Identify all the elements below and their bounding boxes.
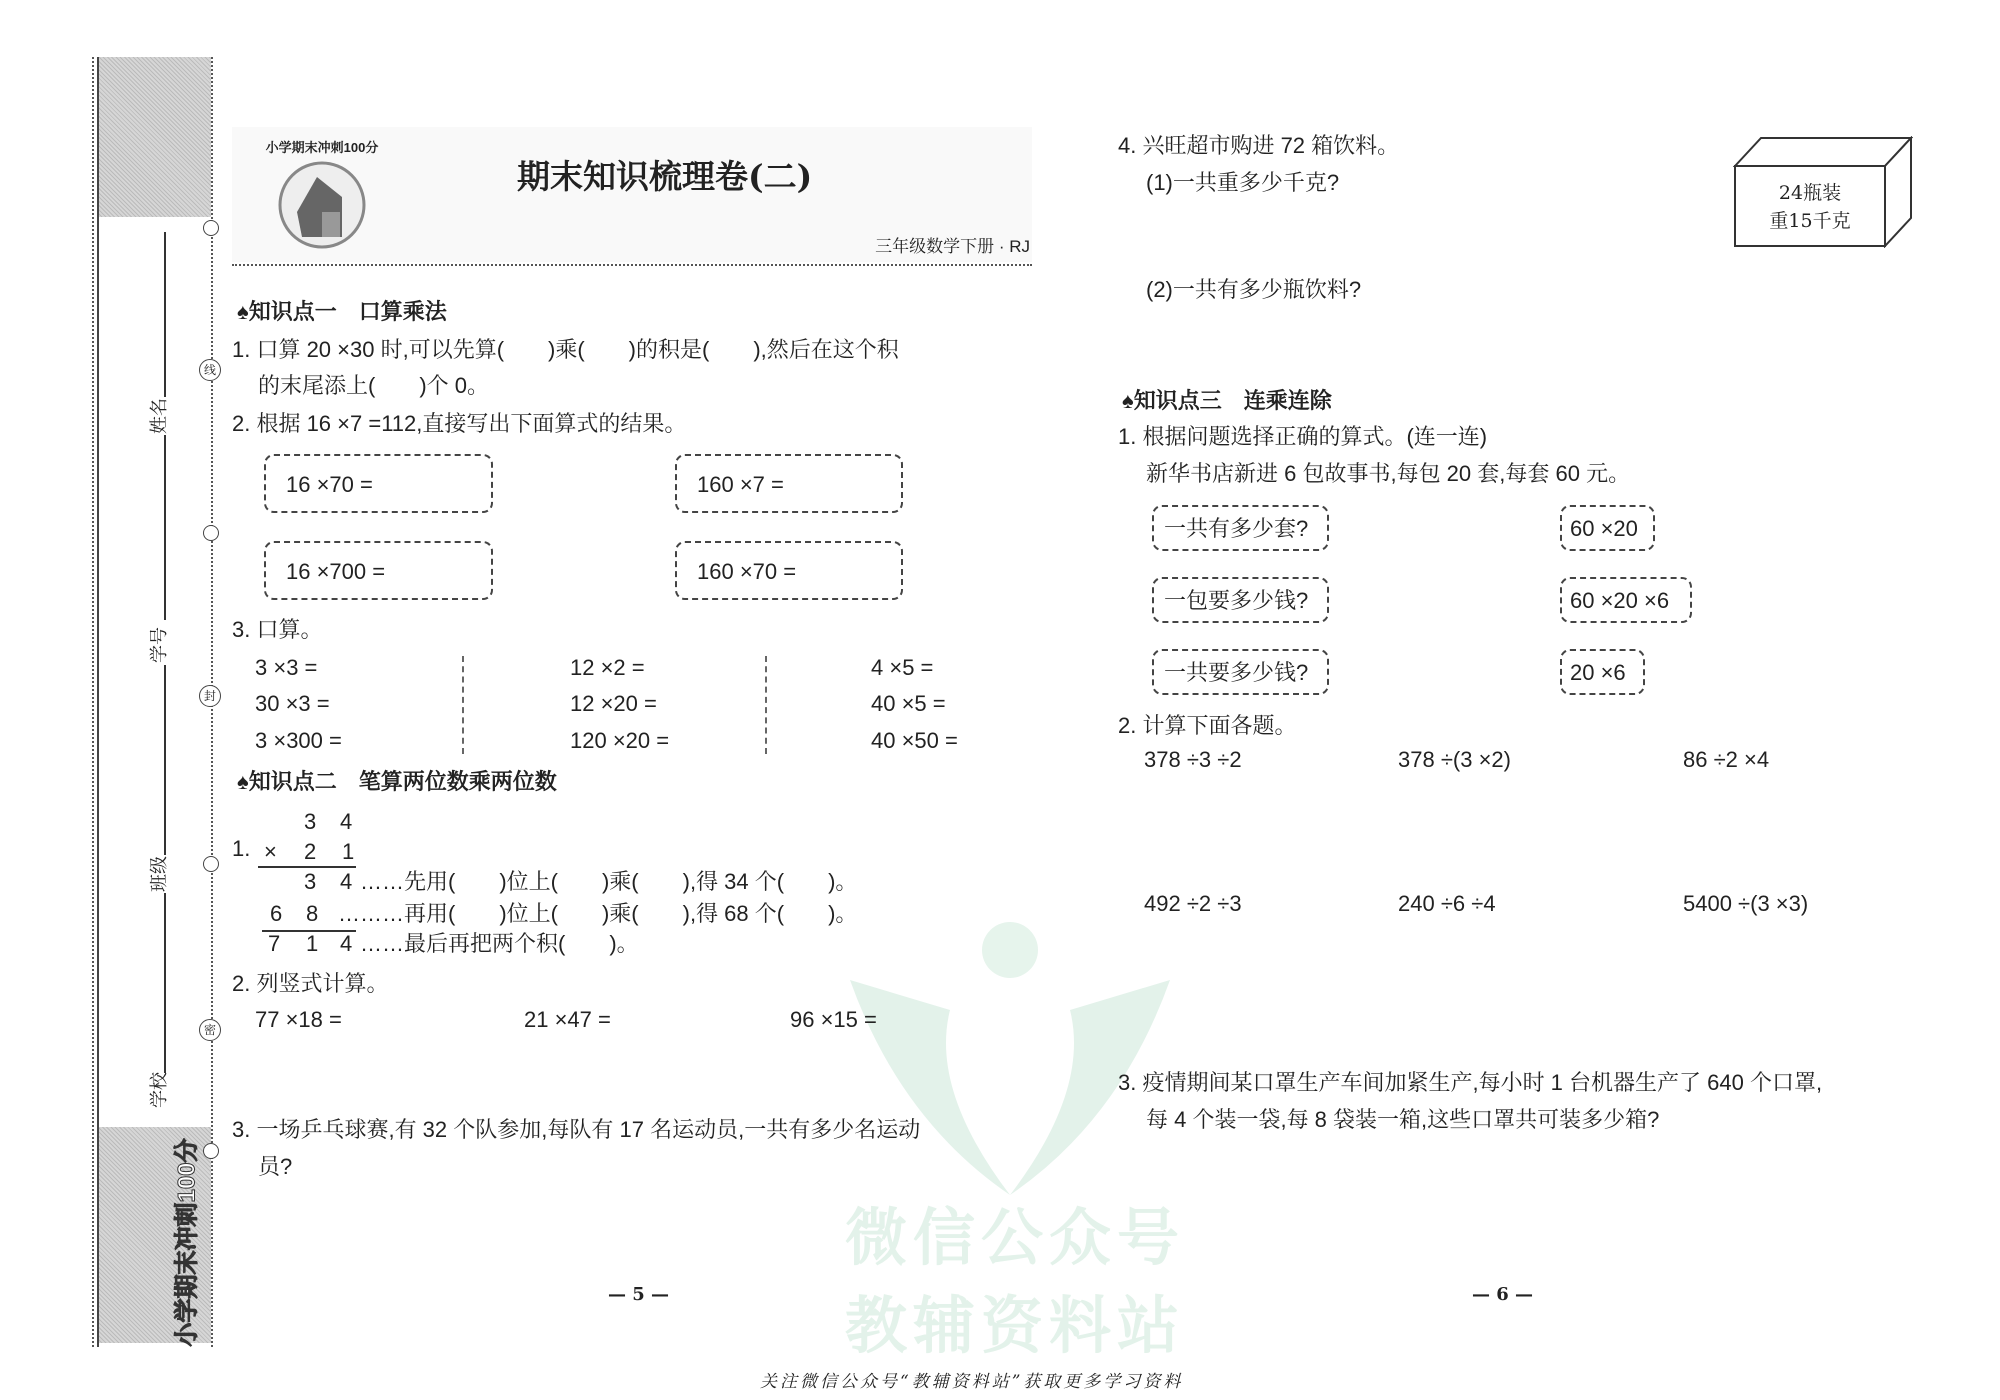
s1-q3: 3. 口算。 (232, 617, 323, 642)
column-divider (462, 656, 464, 754)
page-subtitle: 三年级数学下册 · RJ (875, 237, 1030, 256)
s1-q1-line2: 的末尾添上( )个 0。 (258, 373, 490, 398)
expression-text: 60 ×20 (1570, 516, 1638, 541)
s1-q2: 2. 根据 16 ×7 =112,直接写出下面算式的结果。 (232, 411, 687, 436)
s2-q3-line2: 员? (258, 1154, 293, 1179)
step-note: ……最后再把两个积( )。 (360, 931, 639, 956)
header (232, 127, 1032, 262)
answer-box[interactable] (264, 541, 493, 600)
s2-q2: 2. 列竖式计算。 (232, 971, 389, 996)
binding-brand: 小学期末冲刺100分 (173, 1138, 201, 1347)
match-question[interactable] (1152, 649, 1329, 695)
question-text: 一包要多少钱? (1164, 588, 1309, 613)
column-divider (765, 656, 767, 754)
s1-q1-line1: 1. 口算 20 ×30 时,可以先算( )乘( )的积是( ),然后在这个积 (232, 337, 899, 362)
seal-feng: 封 (199, 685, 221, 707)
match-question[interactable] (1152, 577, 1329, 623)
expression-text: 20 ×6 (1570, 660, 1626, 685)
digit: 1 (342, 839, 355, 864)
oral-item: 12 ×20 = (570, 691, 657, 716)
logo-text: 小学期末冲刺100分 (265, 140, 379, 155)
q4-part2: (2)一共有多少瓶饮料? (1146, 277, 1362, 302)
calc-item: 378 ÷3 ÷2 (1144, 747, 1242, 772)
digit: 3 (304, 869, 317, 894)
digit: 4 (340, 931, 353, 956)
oral-item: 40 ×5 = (871, 691, 946, 716)
binding-hole-icon (203, 525, 219, 541)
page-title: 期末知识梳理卷(二) (517, 157, 813, 196)
calc-item: 240 ÷6 ÷4 (1398, 891, 1496, 916)
s3-q1-context: 新华书店新进 6 包故事书,每包 20 套,每套 60 元。 (1146, 461, 1631, 486)
digit: 3 (304, 809, 317, 834)
s3-q3-line1: 3. 疫情期间某口罩生产车间加紧生产,每小时 1 台机器生产了 640 个口罩, (1118, 1070, 1823, 1095)
watermark-text-1: 微信公众号 (845, 1204, 1186, 1273)
q4-part1: (1)一共重多少千克? (1146, 170, 1340, 195)
vertical-calc-item: 96 ×15 = (790, 1007, 877, 1032)
oral-item: 3 ×300 = (255, 728, 342, 753)
match-expression[interactable] (1560, 649, 1645, 695)
page-number: — 5 — (608, 1284, 670, 1305)
digit: 1 (306, 931, 319, 956)
answer-box[interactable] (675, 541, 903, 600)
answer-box[interactable] (675, 454, 903, 513)
vertical-calc-item: 21 ×47 = (524, 1007, 611, 1032)
oral-item: 120 ×20 = (570, 728, 670, 753)
watermark-leaf-icon (840, 920, 1180, 1200)
watermark-text-2: 教辅资料站 (845, 1292, 1186, 1361)
calc-item: 492 ÷2 ÷3 (1144, 891, 1242, 916)
s3-q2: 2. 计算下面各题。 (1118, 713, 1297, 738)
section3-heading: ♠知识点三 连乘连除 (1122, 388, 1332, 413)
section1-heading: ♠知识点一 口算乘法 (237, 299, 447, 324)
box-label-count: 24瓶装 (1778, 182, 1842, 204)
match-expression[interactable] (1560, 505, 1655, 551)
s2-q3-line1: 3. 一场乒乓球赛,有 32 个队参加,每队有 17 名运动员,一共有多少名运动 (232, 1117, 921, 1142)
seal-xian: 线 (199, 359, 221, 381)
calc-item: 378 ÷(3 ×2) (1398, 747, 1511, 772)
s3-q1: 1. 根据问题选择正确的算式。(连一连) (1118, 424, 1488, 449)
seal-mi: 密 (199, 1019, 221, 1041)
digit: 6 (270, 901, 283, 926)
oral-item: 30 ×3 = (255, 691, 330, 716)
answer-box[interactable] (264, 454, 493, 513)
oral-item: 12 ×2 = (570, 655, 645, 680)
binding-hole-icon (203, 856, 219, 872)
match-expression[interactable] (1560, 577, 1692, 623)
logo (262, 137, 382, 257)
expression-text: 60 ×20 ×6 (1570, 588, 1670, 613)
match-question[interactable] (1152, 505, 1329, 551)
s2-q1-label: 1. (232, 836, 251, 861)
field-name-label: 姓名 (149, 398, 169, 434)
calc-item: 86 ÷2 ×4 (1683, 747, 1770, 772)
field-school-label: 学校 (149, 1072, 169, 1108)
box-label-weight: 重15千克 (1769, 210, 1851, 232)
header-divider (232, 264, 1032, 266)
digit: × (264, 839, 277, 864)
field-class-label: 班级 (149, 856, 169, 892)
oral-item: 40 ×50 = (871, 728, 958, 753)
section2-heading: ♠知识点二 笔算两位数乘两位数 (237, 769, 557, 794)
page-number: — 6 — (1472, 1284, 1534, 1305)
oral-item: 4 ×5 = (871, 655, 934, 680)
q4: 4. 兴旺超市购进 72 箱饮料。 (1118, 133, 1400, 158)
box-expression: 160 ×7 = (697, 472, 784, 497)
digit: 2 (304, 839, 317, 864)
vertical-calc-item: 77 ×18 = (255, 1007, 342, 1032)
step-note: ……先用( )位上( )乘( ),得 34 个( )。 (360, 869, 858, 894)
step-note: ………再用( )位上( )乘( ),得 68 个( )。 (338, 901, 858, 926)
calc-item: 5400 ÷(3 ×3) (1683, 891, 1809, 916)
digit: 8 (306, 901, 319, 926)
field-id-label: 学号 (149, 627, 169, 663)
oral-item: 3 ×3 = (255, 655, 318, 680)
s3-q3-line2: 每 4 个装一袋,每 8 袋装一箱,这些口罩共可装多少箱? (1146, 1107, 1660, 1132)
binding-hole-icon (203, 220, 219, 236)
digit: 4 (340, 809, 353, 834)
binding-hole-icon (203, 1143, 219, 1159)
footer-note: 关注微信公众号“教辅资料站”获取更多学习资料 (760, 1372, 1184, 1392)
box-expression: 16 ×700 = (286, 559, 386, 584)
question-text: 一共要多少钱? (1164, 660, 1309, 685)
box-expression: 160 ×70 = (697, 559, 797, 584)
digit: 4 (340, 869, 353, 894)
question-text: 一共有多少套? (1164, 516, 1309, 541)
digit: 7 (268, 931, 281, 956)
box-expression: 16 ×70 = (286, 472, 373, 497)
